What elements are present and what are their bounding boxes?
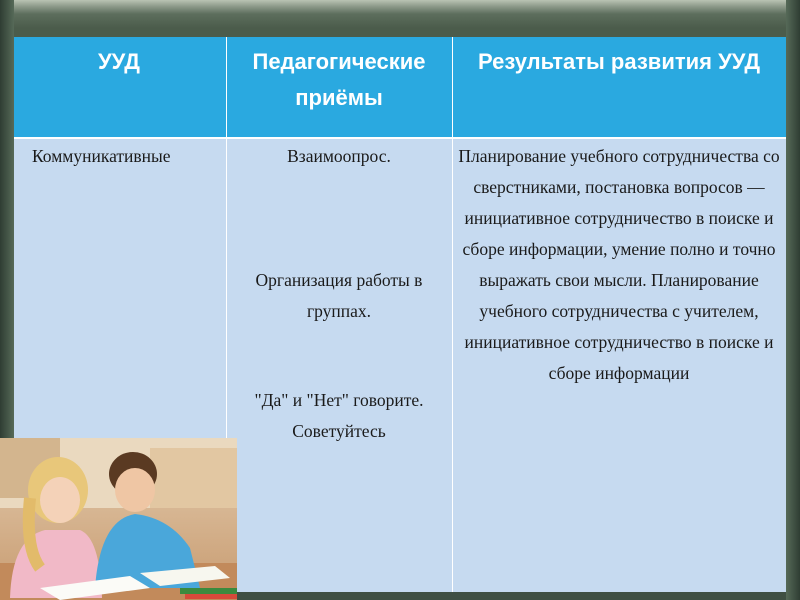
row-divider — [14, 137, 786, 139]
header-uud-label: УУД — [98, 49, 140, 74]
header-cell-results — [452, 37, 786, 137]
header-cell-uud — [14, 37, 226, 137]
board-frame-right — [786, 0, 800, 600]
cell-uud-type: Коммуникативные — [32, 146, 171, 166]
cell-results: Планирование учебного сотрудничества со сверстниками, постановка вопросов — инициативное сотрудничество в поиске и сборе информации, умение полно и точно выражать свои мысли. Планирование учебного сотрудничества с учителем, инициативное сотрудничество в поиске и сборе информации — [458, 146, 780, 383]
children-studying-photo — [0, 438, 237, 600]
header-results-label: Результаты развития УУД — [477, 49, 761, 74]
header-techniques-label: Педагогические приёмы — [252, 49, 426, 110]
technique-item: "Да" и "Нет" говорите. Советуйтесь — [254, 390, 424, 441]
children-photo-illustration — [0, 438, 237, 600]
header-cell-techniques — [226, 37, 452, 137]
technique-item: Взаимоопрос. — [287, 146, 391, 166]
technique-item: Организация работы в группах. — [255, 270, 423, 321]
